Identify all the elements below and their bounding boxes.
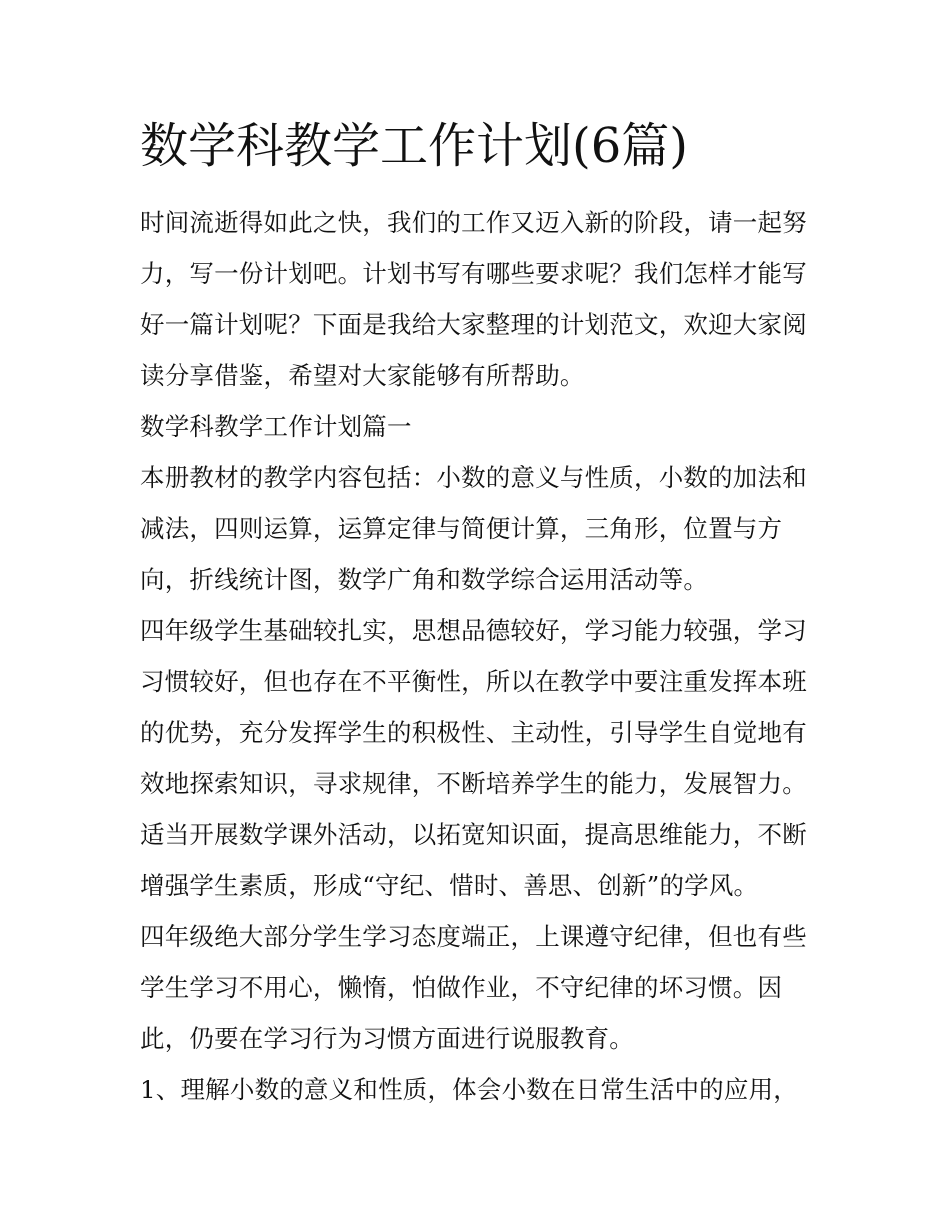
content-paragraph: 四年级学生基础较扎实，思想品德较好，学习能力较强，学习习惯较好，但也存在不平衡性，所以在教学中要注重发挥本班的优势，充分发挥学生的积极性、主动性，引导学生自觉地有效地探索知识，寻求规律，不断培养学生的能力，发展智力。 <box>140 616 807 798</box>
list-item: 1、理解小数的意义和性质，体会小数在日常生活中的应用， <box>140 1075 798 1104</box>
content-paragraph: 适当开展数学课外活动，以拓宽知识面，提高思维能力，不断增强学生素质，形成“守纪、惜时、善思、创新”的学风。 <box>140 820 807 900</box>
document-body <box>140 197 812 1115</box>
content-paragraph: 四年级绝大部分学生学习态度端正，上课遵守纪律，但也有些学生学习不用心，懒惰，怕做作业，不守纪律的坏习惯。因此，仍要在学习行为习惯方面进行说服教育。 <box>140 922 807 1053</box>
content-paragraph: 本册教材的教学内容包括：小数的意义与性质，小数的加法和减法，四则运算，运算定律与简便计算，三角形，位置与方向，折线统计图，数学广角和数学综合运用活动等。 <box>140 463 807 594</box>
document-title: 数学科教学工作计划(6篇) <box>140 118 688 174</box>
intro-paragraph: 时间流逝得如此之快，我们的工作又迈入新的阶段，请一起努力，写一份计划吧。计划书写有哪些要求呢？我们怎样才能写好一篇计划呢？下面是我给大家整理的计划范文，欢迎大家阅读分享借鉴，希望对大家能够有所帮助。 <box>140 208 807 390</box>
section-heading: 数学科教学工作计划篇一 <box>140 412 412 441</box>
